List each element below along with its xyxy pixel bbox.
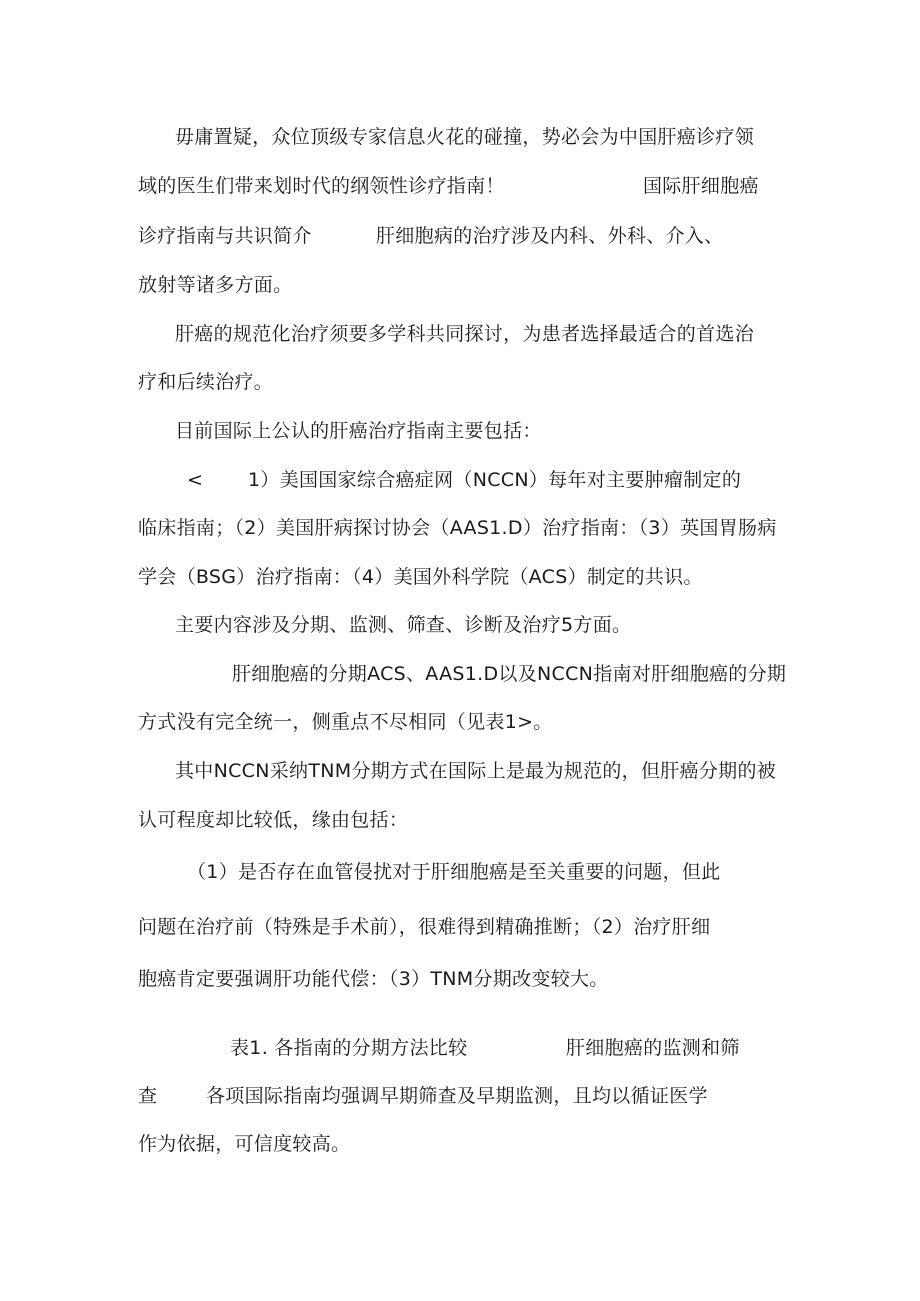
text-line: 疗和后续治疗。 [138, 371, 274, 393]
text-line: 各项国际指南均强调早期筛查及早期监测，且均以循证医学 [206, 1085, 708, 1107]
text-line: 其中NCCN采纳TNM分期方式在国际上是最为规范的，但肝癌分期的被 [175, 760, 777, 782]
text-line: 肝癌的规范化治疗须要多学科共同探讨，为患者选择最适合的首选治 [175, 323, 755, 345]
text-line: 毋庸置疑，众位顶级专家信息火花的碰撞，势必会为中国肝癌诊疗领 [175, 126, 755, 148]
section-heading: 查 [138, 1085, 158, 1107]
text-line: 1）美国国家综合癌症网（NCCN）每年对主要肿瘤制定的 [248, 469, 742, 491]
text-line: 放射等诸多方面。 [138, 274, 293, 296]
text-line: 胞癌肯定要强调肝功能代偿：（3）TNM分期改变较大。 [138, 968, 609, 990]
text-line: 域的医生们带来划时代的纲领性诊疗指南！ [138, 175, 505, 197]
text-line: 认可程度却比较低，缘由包括： [138, 809, 409, 831]
text-line: 肝细胞病的治疗涉及内科、外科、介入、 [376, 225, 724, 247]
text-line: （1）是否存在血管侵扰对于肝细胞癌是至关重要的问题，但此 [187, 861, 721, 883]
text-line: 诊疗指南与共识简介 [138, 225, 312, 247]
text-line: 肝细胞癌的分期ACS、AAS1.D以及NCCN指南对肝细胞癌的分期 [232, 663, 787, 685]
text-line: 问题在治疗前（特殊是手术前），很难得到精确推断；（2）治疗肝细 [138, 916, 711, 938]
text-line: 国际肝细胞癌 [643, 175, 759, 197]
text-line: 目前国际上公认的肝癌治疗指南主要包括： [175, 420, 542, 442]
table-caption: 表1. 各指南的分期方法比较 [230, 1037, 468, 1059]
section-heading: 肝细胞癌的监测和筛 [566, 1037, 740, 1059]
text-line: 主要内容涉及分期、监测、筛查、诊断及治疗5方面。 [175, 614, 632, 636]
text-line: 方式没有完全统一，侧重点不尽相同（见表1>。 [138, 711, 553, 733]
text-line: 作为依据，可信度较高。 [138, 1133, 351, 1155]
text-line: < [187, 469, 204, 491]
text-line: 临床指南；（2）美国肝病探讨协会（AAS1.D）治疗指南：（3）英国胃肠病 [138, 517, 777, 539]
text-line: 学会（BSG）治疗指南：（4）美国外科学院（ACS）制定的共识。 [138, 566, 703, 588]
